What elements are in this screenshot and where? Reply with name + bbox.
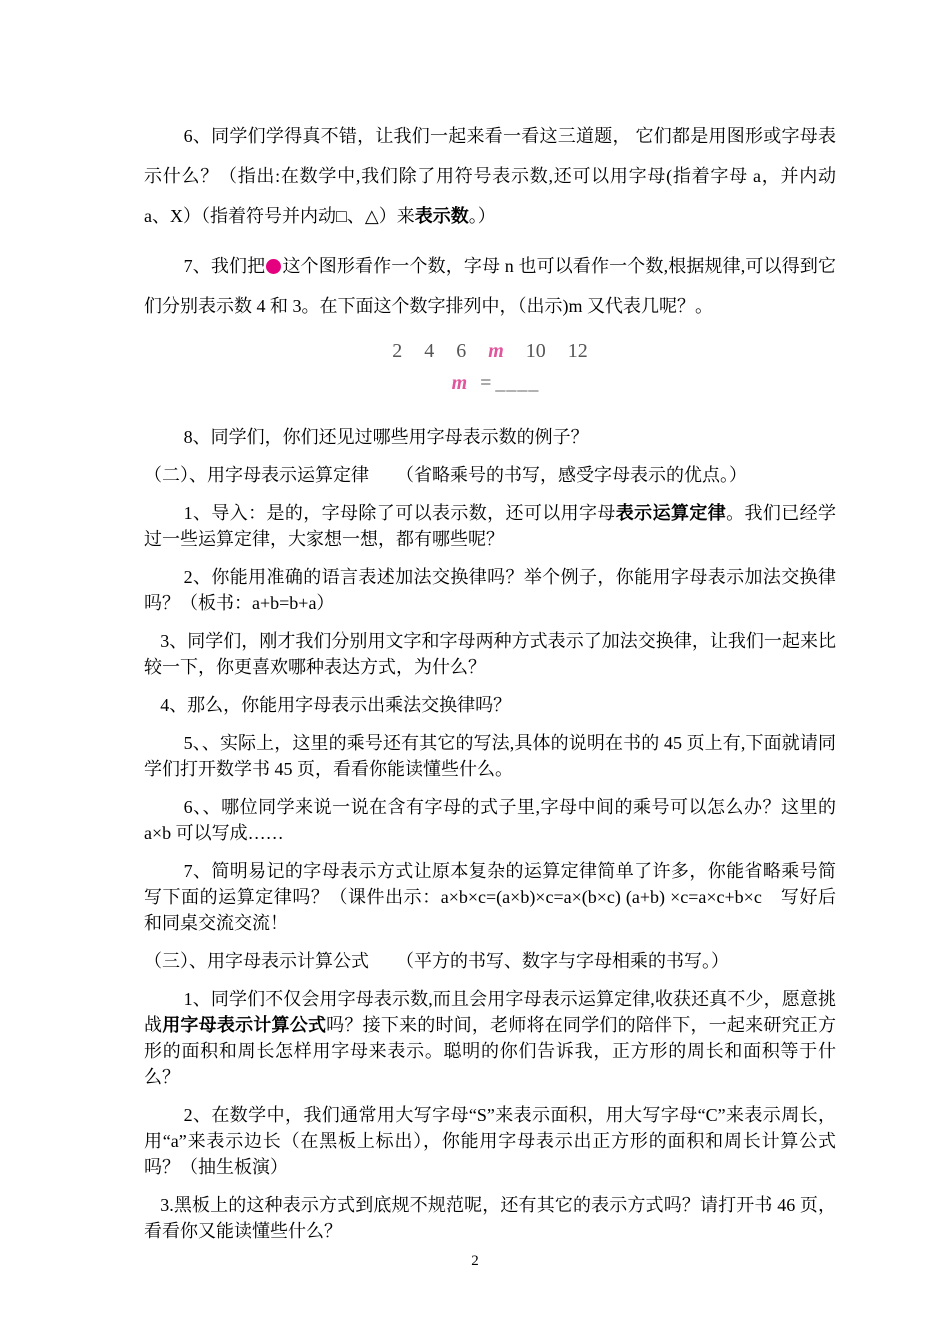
paragraph-7-text: 7、我们把: [183, 256, 266, 276]
section-2-item-4-text: 4、那么，你能用字母表示出乘法交换律吗？: [160, 695, 512, 715]
section-3-item-2-text: 2、在数学中，我们通常用大写字母“S”来表示面积，用大写字母“C”来表示周长，用“a”来表示边长（在黑板上标出），你能用字母表示出正方形的面积和周长计算公式吗？（抽生板演）: [144, 1105, 836, 1177]
section-2-item-6: [144, 794, 836, 846]
section-2-item-2-text: 2、你能用准确的语言表述加法交换律吗？举个例子，你能用字母表示加法交换律吗？（板书：a+b=b+a）: [144, 567, 836, 613]
sequence-unknown-m: m: [488, 340, 504, 362]
answer-equals: =: [480, 372, 492, 394]
section-3-item-2: [144, 1102, 836, 1180]
sequence-number: 12: [567, 340, 588, 362]
page-number: [0, 1253, 950, 1270]
paragraph-item-7: [144, 246, 836, 326]
number-sequence-figure: [144, 336, 836, 398]
section-2-heading: [144, 462, 836, 488]
section-2-item-2: [144, 564, 836, 616]
section-2-item-5-text: 5、、实际上，这里的乘号还有其它的写法,具体的说明在书的 45 页上有,下面就请同学们打开数学书 45 页，看看你能读懂些什么。: [144, 733, 836, 779]
section-2-item-1-text: 1、导入：是的，字母除了可以表示数，还可以用字母: [183, 503, 616, 523]
section-2-item-1-tail: 。我们已经学过一些运算定律，大家想一想，都有哪些呢？: [144, 503, 837, 549]
section-3-item-3: [144, 1192, 836, 1244]
sequence-row: [144, 336, 836, 366]
paragraph-6-tail: 。）: [468, 206, 496, 226]
section-2-item-1: [144, 500, 836, 552]
page-number-text: 2: [471, 1253, 479, 1269]
sequence-number: 6: [456, 340, 467, 362]
section-2-item-3-text: 3、同学们，刚才我们分别用文字和字母两种方式表示了加法交换律，让我们一起来比较一下，你更喜欢哪种表达方式，为什么？: [144, 631, 836, 677]
sequence-number: 2: [392, 340, 403, 362]
section-3-item-3-text: 3.黑板上的这种表示方式到底规不规范呢，还有其它的表示方式吗？请打开书 46 页，看看你又能读懂些什么？: [144, 1195, 836, 1241]
section-2-item-4: [144, 692, 836, 718]
lesson-plan-page: [144, 116, 836, 1256]
section-3-heading: [144, 948, 836, 974]
section-2-item-7: [144, 858, 836, 936]
section-2-item-5: [144, 730, 836, 782]
pink-circle-icon: [266, 259, 281, 274]
sequence-number: 4: [424, 340, 435, 362]
paragraph-8-text: 8、同学们，你们还见过哪些用字母表示数的例子？: [183, 427, 589, 447]
section-2-item-1-bold-phrase: 表示运算定律: [615, 503, 727, 523]
section-3-heading-text: （三）、用字母表示计算公式 （平方的书写、数字与字母相乘的书写。）: [144, 951, 729, 971]
paragraph-item-8: [144, 424, 836, 450]
answer-m: m: [451, 372, 468, 394]
section-3-item-1-tail: 吗？接下来的时间，老师将在同学们的陪伴下，一起来研究正方形的面积和周长怎样用字母来表示。聪明的你们告诉我，正方形的周长和面积等于什么？: [144, 1015, 837, 1087]
paragraph-7-tail: 这个图形看作一个数，字母 n 也可以看作一个数,根据规律,可以得到它们分别表示数 4 和 3。在下面这个数字排列中，（出示)m 又代表几呢？。: [144, 256, 837, 316]
section-3-item-1: [144, 986, 836, 1090]
paragraph-6-bold-phrase: 表示数: [414, 206, 469, 226]
section-2-item-7-text: 7、简明易记的字母表示方式让原本复杂的运算定律简单了许多，你能省略乘号简写下面的运算定律吗？（课件出示：a×b×c=(a×b)×c=a×(b×c) (a+b) ×c=a×c+b×c 写好后和同桌交流交流！: [144, 861, 836, 933]
section-2-heading-text: （二）、用字母表示运算定律 （省略乘号的书写，感受字母表示的优点。）: [144, 465, 747, 485]
paragraph-6-text: 6、同学们学得真不错，让我们一起来看一看这三道题， 它们都是用图形或字母表示什么？（指出:在数学中,我们除了用符号表示数,还可以用字母(指着字母 a，并内动 a、X）（指着符号并内动□、△）来: [144, 126, 836, 226]
section-3-item-1-bold-phrase: 用字母表示计算公式: [162, 1015, 327, 1035]
section-2-item-6-text: 6、、哪位同学来说一说在含有字母的式子里,字母中间的乘号可以怎么办？这里的 a×b 可以写成……: [144, 797, 836, 843]
section-3-item-1-text: 1、同学们不仅会用字母表示数,而且会用字母表示运算定律,收获还真不少，愿意挑战: [144, 989, 836, 1035]
sequence-number: 10: [525, 340, 546, 362]
section-2-item-3: [144, 628, 836, 680]
sequence-answer-row: [144, 368, 836, 398]
paragraph-item-6: [144, 116, 836, 236]
answer-blank: ____: [495, 372, 540, 394]
